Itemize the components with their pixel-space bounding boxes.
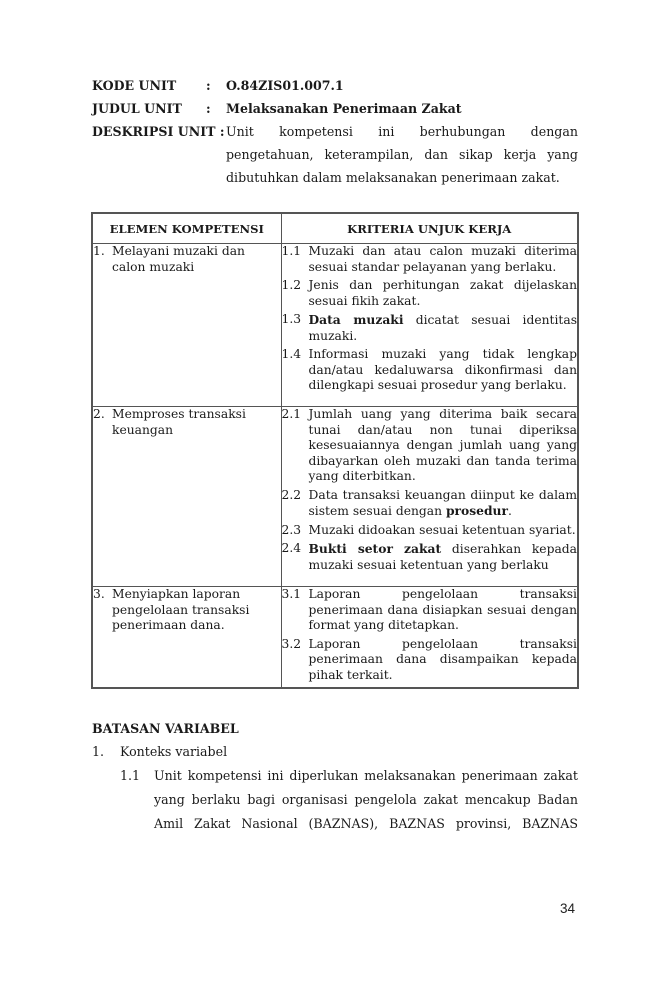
kriteria-number: 3.1 [281, 587, 302, 601]
kriteria-cell [281, 407, 578, 587]
judul-unit-colon: : [206, 101, 211, 116]
judul-unit-label: JUDUL UNIT [92, 101, 182, 116]
kriteria-text [309, 541, 578, 573]
list-label: Konteks variabel [120, 744, 228, 759]
kriteria-number: 1.4 [281, 347, 302, 361]
kriteria-item [282, 278, 578, 309]
sub-list-text: Unit kompetensi ini diperlukan melaksanakan penerimaan zakat yang berlaku bagi organisasi pengelola zakat mencakup Badan Amil Zakat Nasional (BAZNAS), BAZNAS provinsi, BAZNAS [154, 768, 578, 831]
elemen-number: 3. [93, 587, 105, 601]
elemen-cell [92, 407, 281, 587]
competency-table [91, 212, 579, 689]
deskripsi-unit-label-text: DESKRIPSI UNIT [92, 124, 216, 139]
elemen-cell [92, 244, 281, 407]
list-number: 1. [92, 744, 105, 759]
kriteria-text-rest: dicatat sesuai identitas muzaki. [308, 313, 578, 343]
kode-unit-colon: : [206, 78, 211, 93]
kriteria-bold-term: Data muzaki [308, 312, 404, 327]
unit-meta [92, 74, 578, 189]
kriteria-text [309, 312, 578, 344]
kriteria-number: 2.4 [281, 541, 302, 555]
table-row [92, 244, 578, 407]
batasan-variabel-section [92, 718, 578, 836]
kriteria-cell [281, 587, 578, 689]
judul-unit-value: Melaksanakan Penerimaan Zakat [226, 101, 462, 116]
sub-list-item [120, 764, 578, 836]
kriteria-number: 1.1 [281, 244, 302, 258]
kriteria-text: Muzaki didoakan sesuai ketentuan syariat. [308, 522, 576, 537]
kriteria-item [282, 244, 578, 275]
kriteria-item [282, 637, 578, 684]
sub-list-number: 1.1 [120, 768, 141, 783]
kriteria-text: Muzaki dan atau calon muzaki diterima sesuai standar pelayanan yang berlaku. [308, 244, 577, 274]
kriteria-text: Jenis dan perhitungan zakat dijelaskan sesuai fikih zakat. [308, 278, 577, 308]
kode-unit-row [92, 74, 578, 97]
table-row [92, 407, 578, 587]
kriteria-text [309, 488, 578, 520]
judul-unit-row [92, 97, 578, 120]
kriteria-number: 2.1 [281, 407, 302, 421]
kriteria-number: 3.2 [281, 636, 302, 651]
kriteria-bold-term: prosedur [445, 503, 508, 518]
kriteria-text: Laporan pengelolaan transaksi penerimaan dana disampaikan kepada pihak terkait. [308, 636, 577, 682]
deskripsi-unit-label [92, 120, 226, 189]
elemen-text: Melayani muzaki dan calon muzaki [112, 244, 245, 274]
kriteria-item [282, 541, 578, 573]
kriteria-item [282, 407, 578, 485]
page-number: 34 [560, 901, 576, 916]
elemen-text: Memproses transaksi keuangan [112, 407, 246, 437]
list-item [92, 740, 578, 764]
table-header-row [92, 213, 578, 244]
kriteria-number: 2.2 [281, 487, 302, 502]
header-elemen-kompetensi: ELEMEN KOMPETENSI [92, 213, 281, 244]
kriteria-item [282, 488, 578, 520]
kriteria-bold-term: Bukti setor zakat [308, 541, 442, 556]
table-row [92, 587, 578, 689]
header-kriteria-unjuk-kerja: KRITERIA UNJUK KERJA [281, 213, 578, 244]
kode-unit-value: O.84ZIS01.007.1 [226, 78, 344, 93]
kriteria-item [282, 523, 578, 539]
kriteria-text: Laporan pengelolaan transaksi penerimaan dana disiapkan sesuai dengan format yang ditetapkan. [308, 587, 577, 632]
section-heading: BATASAN VARIABEL [92, 721, 239, 736]
kriteria-number: 1.3 [281, 312, 302, 326]
elemen-text: Menyiapkan laporan pengelolaan transaksi penerimaan dana. [112, 587, 250, 632]
kriteria-text: Informasi muzaki yang tidak lengkap dan/atau kedaluwarsa dikonfirmasi dan dilengkapi sesuai prosedur yang berlaku. [308, 347, 577, 392]
elemen-number: 1. [93, 244, 105, 258]
kriteria-item [282, 587, 578, 634]
deskripsi-unit-colon: : [219, 124, 225, 139]
deskripsi-unit-value: Unit kompetensi ini berhubungan dengan pengetahuan, keterampilan, dan sikap kerja yang dibutuhkan dalam melaksanakan penerimaan zakat. [226, 124, 578, 185]
kriteria-text-rest: . [507, 504, 512, 518]
elemen-cell [92, 587, 281, 689]
kriteria-number: 1.2 [281, 278, 302, 292]
kode-unit-label: KODE UNIT [92, 78, 177, 93]
kriteria-item [282, 312, 578, 344]
kriteria-cell [281, 244, 578, 407]
kriteria-item [282, 347, 578, 394]
elemen-number: 2. [93, 407, 105, 421]
kriteria-text-pre: Data transaksi keuangan diinput ke dalam sistem sesuai dengan [308, 487, 577, 518]
deskripsi-unit-row [92, 120, 578, 189]
kriteria-text-rest: diserahkan kepada muzaki sesuai ketentuan yang berlaku [308, 542, 577, 572]
kriteria-text: Jumlah uang yang diterima baik secara tunai dan/atau non tunai diperiksa kesesuaiannya dengan jumlah uang yang dibayarkan oleh muzaki dan tanda terima yang diterbitkan. [308, 407, 577, 483]
kriteria-number: 2.3 [281, 522, 302, 537]
